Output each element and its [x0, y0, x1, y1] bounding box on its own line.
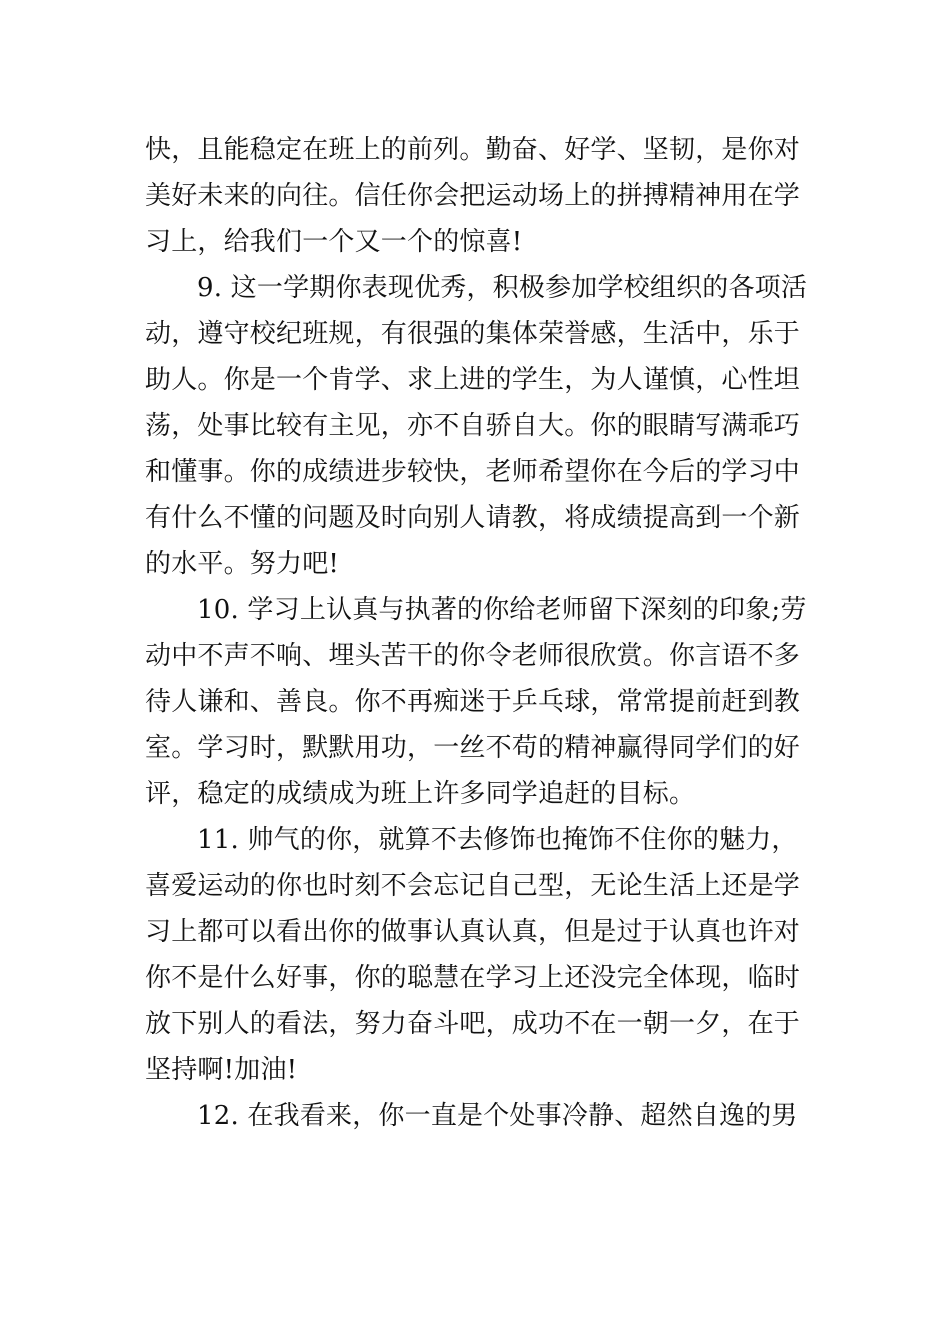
text-line: 评，稳定的成绩成为班上许多同学追赶的目标。 [145, 779, 696, 809]
text-line: 荡，处事比较有主见，亦不自骄自大。你的眼睛写满乖巧 [145, 411, 801, 441]
text-line: 坚持啊!加油! [145, 1055, 298, 1085]
text-line: 室。学习时，默默用功，一丝不苟的精神赢得同学们的好 [145, 733, 801, 763]
text-line: 有什么不懂的问题及时向别人请教，将成绩提高到一个新 [145, 503, 801, 533]
text-line: 美好未来的向往。信任你会把运动场上的拼搏精神用在学 [145, 181, 801, 211]
paragraph-9-first-line: 9. 这一学期你表现优秀，积极参加学校组织的各项活 [197, 273, 808, 303]
text-line: 喜爱运动的你也时刻不会忘记自己型，无论生活上还是学 [145, 871, 801, 901]
paragraph-10-first-line: 10. 学习上认真与执著的你给老师留下深刻的印象;劳 [197, 595, 807, 625]
text-line: 的水平。努力吧! [145, 549, 340, 579]
text-line: 快，且能稳定在班上的前列。勤奋、好学、坚韧，是你对 [145, 135, 801, 165]
paragraph-11-first-line: 11. 帅气的你，就算不去修饰也掩饰不住你的魅力， [197, 825, 798, 855]
text-line: 待人谦和、善良。你不再痴迷于乒乓球，常常提前赶到教 [145, 687, 801, 717]
text-line: 和懂事。你的成绩进步较快，老师希望你在今后的学习中 [145, 457, 801, 487]
text-line: 习上，给我们一个又一个的惊喜! [145, 227, 523, 257]
paragraph-12-first-line: 12. 在我看来，你一直是个处事冷静、超然自逸的男 [197, 1101, 798, 1131]
text-line: 动中不声不响、埋头苦干的你令老师很欣赏。你言语不多 [145, 641, 801, 671]
text-line: 动，遵守校纪班规，有很强的集体荣誉感，生活中，乐于 [145, 319, 801, 349]
text-line: 放下别人的看法，努力奋斗吧，成功不在一朝一夕，在于 [145, 1009, 801, 1039]
text-line: 助人。你是一个肯学、求上进的学生，为人谨慎，心性坦 [145, 365, 801, 395]
text-line: 你不是什么好事，你的聪慧在学习上还没完全体现，临时 [145, 963, 801, 993]
text-line: 习上都可以看出你的做事认真认真，但是过于认真也许对 [145, 917, 801, 947]
